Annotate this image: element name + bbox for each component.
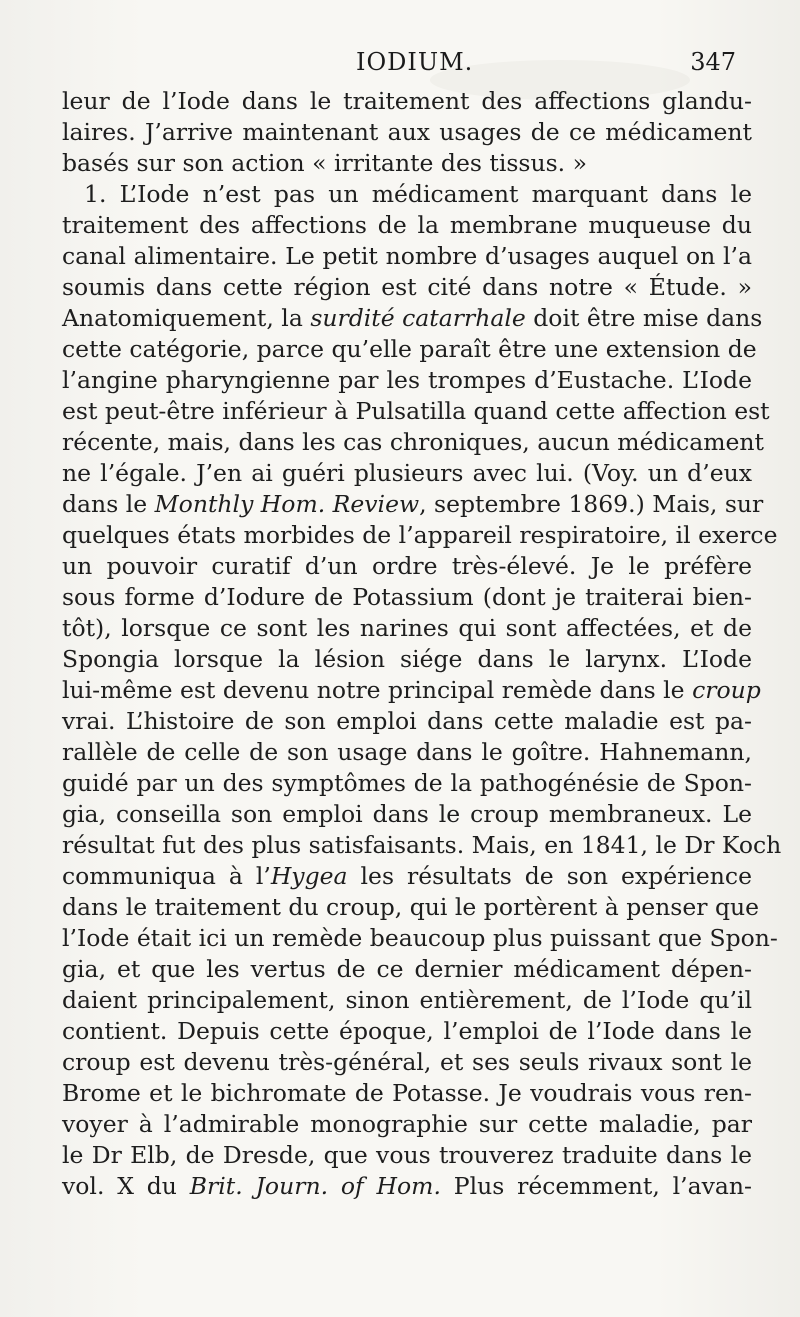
text-line: leur de l’Iode dans le traitement des affections glandu- — [62, 87, 752, 115]
running-head — [0, 48, 800, 84]
page-number: 347 — [690, 48, 736, 76]
body-text — [62, 86, 782, 1202]
text-line: l’Iode était ici un remède beaucoup plus puissant que Spon- — [62, 924, 778, 952]
text-line: guidé par un des symptômes de la pathogénésie de Spon- — [62, 769, 752, 797]
text-line: récente, mais, dans les cas chroniques, aucun médicament — [62, 428, 764, 456]
text-line: sous forme d’Iodure de Potassium (dont je traiterai bien- — [62, 583, 752, 611]
text-line: soumis dans cette région est cité dans notre « Étude. » — [62, 273, 752, 301]
text-line: gia, et que les vertus de ce dernier médicament dépen- — [62, 955, 752, 983]
text-line: lui-même est devenu notre principal remède dans le croup — [62, 676, 761, 704]
text-line: Brome et le bichromate de Potasse. Je voudrais vous ren- — [62, 1079, 752, 1107]
text-line: daient principalement, sinon entièrement, de l’Iode qu’il — [62, 986, 752, 1014]
text-line: contient. Depuis cette époque, l’emploi de l’Iode dans le — [62, 1017, 752, 1045]
text-line: basés sur son action « irritante des tissus. » — [62, 149, 587, 177]
text-line: croup est devenu très-général, et ses seuls rivaux sont le — [62, 1048, 752, 1076]
text-line: résultat fut des plus satisfaisants. Mais, en 1841, le Dr Koch — [62, 831, 782, 859]
text-line: 1. L’Iode n’est pas un médicament marquant dans le — [84, 180, 752, 208]
text-line: ne l’égale. J’en ai guéri plusieurs avec lui. (Voy. un d’eux — [62, 459, 752, 487]
text-line: l’angine pharyngienne par les trompes d’Eustache. L’Iode — [62, 366, 752, 394]
text-line: communiqua à l’Hygea les résultats de son expérience — [62, 862, 752, 890]
text-line: canal alimentaire. Le petit nombre d’usages auquel on l’a — [62, 242, 752, 270]
text-line: quelques états morbides de l’appareil respiratoire, il exerce — [62, 521, 778, 549]
running-title: IODIUM. — [356, 48, 474, 76]
text-line: voyer à l’admirable monographie sur cette maladie, par — [62, 1110, 752, 1138]
text-line: cette catégorie, parce qu’elle paraît être une extension de — [62, 335, 757, 363]
text-line: vrai. L’histoire de son emploi dans cette maladie est pa- — [62, 707, 752, 735]
text-line: Spongia lorsque la lésion siége dans le larynx. L’Iode — [62, 645, 752, 673]
text-line: laires. J’arrive maintenant aux usages de ce médicament — [62, 118, 752, 146]
text-line: traitement des affections de la membrane muqueuse du — [62, 211, 752, 239]
text-line: dans le Monthly Hom. Review, septembre 1869.) Mais, sur — [62, 490, 764, 518]
text-line: un pouvoir curatif d’un ordre très-élevé. Je le préfère — [62, 552, 752, 580]
text-line: vol. X du Brit. Journ. of Hom. Plus récemment, l’avan- — [62, 1172, 752, 1200]
text-line: rallèle de celle de son usage dans le goître. Hahnemann, — [62, 738, 752, 766]
text-line: dans le traitement du croup, qui le portèrent à penser que — [62, 893, 760, 921]
text-line: gia, conseilla son emploi dans le croup membraneux. Le — [62, 800, 752, 828]
text-line: le Dr Elb, de Dresde, que vous trouverez traduite dans le — [62, 1141, 752, 1169]
text-line: est peut-être inférieur à Pulsatilla quand cette affection est — [62, 397, 770, 425]
text-line: tôt), lorsque ce sont les narines qui sont affectées, et de — [62, 614, 752, 642]
text-line: Anatomiquement, la surdité catarrhale doit être mise dans — [62, 304, 763, 332]
